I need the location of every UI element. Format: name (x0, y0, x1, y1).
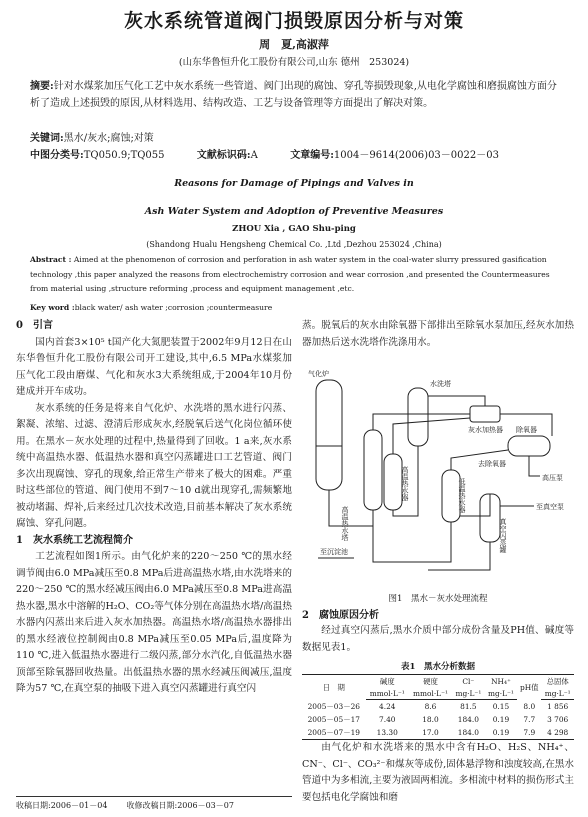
cell: 2005－07－19 (302, 726, 366, 740)
english-keywords (30, 301, 558, 316)
cell: 2005－05－17 (307, 714, 361, 724)
english-affiliation: (Shandong Hualu Hengsheng Chemical Co. ,Ltd ,Dezhou 253024 ,China) (146, 240, 442, 249)
cell: 0.19 (485, 726, 518, 740)
section-2-heading: 2 腐蚀原因分析 (302, 610, 379, 621)
th-alkalinity: 碱度 (366, 675, 409, 689)
cell: 184.0 (452, 726, 485, 740)
class-value: TQ050.9;TQ055 (83, 150, 165, 161)
label-high-pressure-pump: 高压泵 (542, 474, 563, 482)
th-hardness: 硬度 (409, 675, 452, 689)
right-column-top (302, 318, 574, 351)
figure-1-caption: 图1 黑水－灰水处理流程 (388, 594, 488, 604)
label-vacuum-tank: 真空闪蒸罐 (499, 518, 507, 553)
class-label: 中图分类号: (30, 150, 84, 161)
th-total-solid: 总固体 (541, 675, 574, 689)
th-unit-ammonium: mg·L⁻¹ (485, 688, 518, 700)
footnote-dates (16, 800, 234, 811)
label-deaerator: 除氧器 (516, 426, 537, 434)
label-high-temp-tower: 高温热水塔 (341, 506, 349, 541)
table-row (302, 700, 574, 713)
abstract-cn-text: 针对水煤浆加压气化工艺中灰水系统一些管道、阀门出现的腐蚀、穿孔等损毁现象,从电化学腐蚀和磨损腐蚀方面分析了造成上述损毁的原因,从材料选用、结构改造、工艺与设备管理等方面提出了解决对策。 (30, 81, 557, 109)
footnote-rule (16, 796, 292, 797)
abstract-cn-label: 摘要: (30, 81, 54, 92)
figure-1-process-diagram (302, 366, 574, 588)
cell: 4.24 (379, 701, 396, 711)
table-1 (302, 674, 574, 740)
english-authors: ZHOU Xia , GAO Shu-ping (232, 224, 356, 234)
right-paragraph-top: 蒸。脱氧后的灰水由除氧器下部排出至除氧水泵加压,经灰水加热器加热后送水洗塔作洗涤用水。 (302, 320, 574, 348)
label-high-temp-heater: 高温热水器 (401, 466, 409, 501)
cell: 8.0 (523, 701, 536, 711)
label-to-vacuum-pump: 至真空泵 (536, 503, 564, 511)
doc-value: A (250, 150, 258, 161)
th-unit-chloride: mg·L⁻¹ (452, 688, 485, 700)
left-column (16, 318, 292, 698)
intro-paragraph-2: 灰水系统的任务是将来自气化炉、水洗塔的黑水进行闪蒸、絮凝、浓缩、过滤、澄清后形成灰水,经脱氧后送气化岗位循环使用。在黑水－灰水处理的过程中,热量得到了回收。1 a来,灰水系统中高温热水器、低温热水器和真空闪蒸罐进口工艺管道、阀门多次出现腐蚀、穿孔的现象,给正常生产带来了极大的困难。严重时这些部位的管道、阀门使用不到7～10 d就出现穿孔,需频繁地被动堵漏、焊补,后来经过几次技术改造,目前基本解决了灰水系统腐蚀、穿孔问题。 (16, 402, 292, 529)
section-1-heading: 1 灰水系统工艺流程简介 (16, 534, 133, 546)
english-abstract-text: Aimed at the phenomenon of corrosion and perforation in ash water system in the coal-water slurry pressured gasification technology ,this paper analyzed the reasons from electrochemistry corrosion and wear corrosion ,and presented the Countermeasures from material using ,structure reforming ,process and equipment management ,etc. (30, 255, 550, 293)
keywords-cn-text: 黑水/灰水;腐蚀;对策 (63, 133, 154, 144)
cell: 0.19 (492, 714, 510, 724)
th-ammonium: NH₄⁺ (485, 675, 518, 689)
label-ash-heater: 灰水加热器 (468, 426, 503, 434)
cell: 7.40 (379, 714, 396, 724)
scrubber-vessel (408, 388, 428, 446)
english-title-line2: Ash Water System and Adoption of Preventive Measures (144, 206, 444, 217)
cell: 8.6 (424, 701, 437, 711)
intro-paragraph-1: 国内首套3×10⁵ t国产化大氮肥装置于2002年9月12日在山东华鲁恒升化工股份有限公司开工建设,其中,6.5 MPa水煤浆加压气化工段由磨煤、气化和灰水3大系统组成,于2004年10月份建成并开车成功。 (16, 336, 292, 397)
right-paragraph-bottom: 由气化炉和水洗塔来的黑水中含有H₂O、H₂S、NH₄⁺、CN⁻、Cl⁻、CO₃²⁻和煤灰等成份,固体悬浮物和浊度较高,在黑水管道中为多相流,主要为液固两相流。多相流中材料的损伤形式主要包括电化学腐蚀和磨 (302, 742, 574, 803)
cell: 81.5 (460, 701, 477, 711)
th-unit-alkalinity: mmol·L⁻¹ (366, 688, 409, 700)
cell: 184.0 (457, 714, 479, 724)
english-abstract (30, 253, 558, 297)
process-flow-svg (302, 366, 574, 588)
cell: 7.9 (517, 726, 541, 740)
cell: 4 298 (541, 726, 574, 740)
cell: 1 856 (547, 701, 569, 711)
doc-label: 文献标识码: (196, 150, 251, 161)
cell: 7.7 (523, 714, 536, 724)
label-gasifier: 气化炉 (308, 370, 329, 378)
cell: 0.15 (492, 701, 510, 711)
label-low-temp-heater: 低温热水器 (458, 478, 466, 513)
table-1-caption: 表1 黑水分析数据 (401, 662, 475, 672)
th-ph: pH值 (517, 675, 541, 700)
english-title-line1: Reasons for Damage of Pipings and Valves in (174, 178, 414, 189)
process-paragraph: 工艺流程如图1所示。由气化炉来的220～250 ℃的黑水经调节阀由6.0 MPa减压至0.8 MPa后进高温热水塔,由水洗塔来的220～250 ℃的黑水经减压阀由6.0 MPa减压至0.8 MPa进高温热水器,黑水中溶解的H₂O、CO₂等气体分别在高温热水塔/高温热水器内闪蒸出来后进入灰水加热器。高温热水塔/高温热水器排出的黑水经液位控制阀由0.8 MPa减压至0.05 MPa后,温度降为110 ℃,进入低温热水器进行二级闪蒸,部分水汽化,自低温热水器顶部至除氧器回收热量。出低温热水器的黑水经减压阀减压,温度降为57 ℃,在真空泵的抽吸下进入真空闪蒸罐进行真空闪 (16, 551, 292, 694)
label-scrubber: 水洗塔 (430, 380, 451, 388)
english-abstract-label: Abstract : (30, 255, 72, 264)
article-value: 1004－9614(2006)03－0022－03 (333, 150, 499, 161)
cell: 17.0 (409, 726, 452, 740)
section-0-heading: 0 引言 (16, 320, 53, 331)
revised-date: 收修改稿日期:2006－03－07 (126, 801, 234, 810)
deaerator-vessel (508, 436, 550, 456)
paper-title: 灰水系统管道阀门损毁原因分析与对策 (123, 10, 464, 32)
right-column-bottom (302, 740, 574, 806)
table-row (302, 713, 574, 726)
classification-line (30, 147, 558, 164)
high-temp-heater-vessel (384, 454, 402, 510)
paper-authors: 周 夏,高淑萍 (259, 38, 329, 51)
table-row (302, 726, 574, 740)
keywords-cn (30, 130, 558, 147)
th-unit-total-solid: mg·L⁻¹ (541, 688, 574, 700)
paper-affiliation: (山东华鲁恒升化工股份有限公司,山东 德州 253024) (178, 57, 410, 68)
section-2-paragraph: 经过真空闪蒸后,黑水介质中部分成份含量及PH值、碱度等数据见表1。 (302, 625, 574, 653)
black-water-analysis-table (302, 674, 574, 740)
abstract-cn (30, 78, 558, 112)
gasifier-vessel (316, 380, 342, 490)
keywords-cn-label: 关键词: (30, 133, 64, 144)
english-keywords-text: black water/ ash water ;corrosion ;countermeasure (74, 303, 273, 312)
high-temp-tower-vessel (364, 430, 382, 510)
english-keywords-label: Key word : (30, 303, 75, 312)
th-unit-hardness: mmol·L⁻¹ (409, 688, 452, 700)
label-to-settler: 至沉淀池 (320, 548, 348, 556)
th-date: 日 期 (302, 675, 366, 700)
cell: 3 706 (547, 714, 569, 724)
ash-heater-exchanger (470, 406, 500, 422)
section-2-intro (302, 623, 574, 656)
th-chloride: Cl⁻ (452, 675, 485, 689)
received-date: 收稿日期:2006－01－04 (16, 801, 108, 810)
article-label: 文章编号: (290, 150, 334, 161)
cell: 18.0 (422, 714, 439, 724)
cell: 2005－03－26 (307, 701, 361, 711)
label-to-deaerator: 去除氧器 (478, 460, 506, 468)
cell: 13.30 (366, 726, 409, 740)
